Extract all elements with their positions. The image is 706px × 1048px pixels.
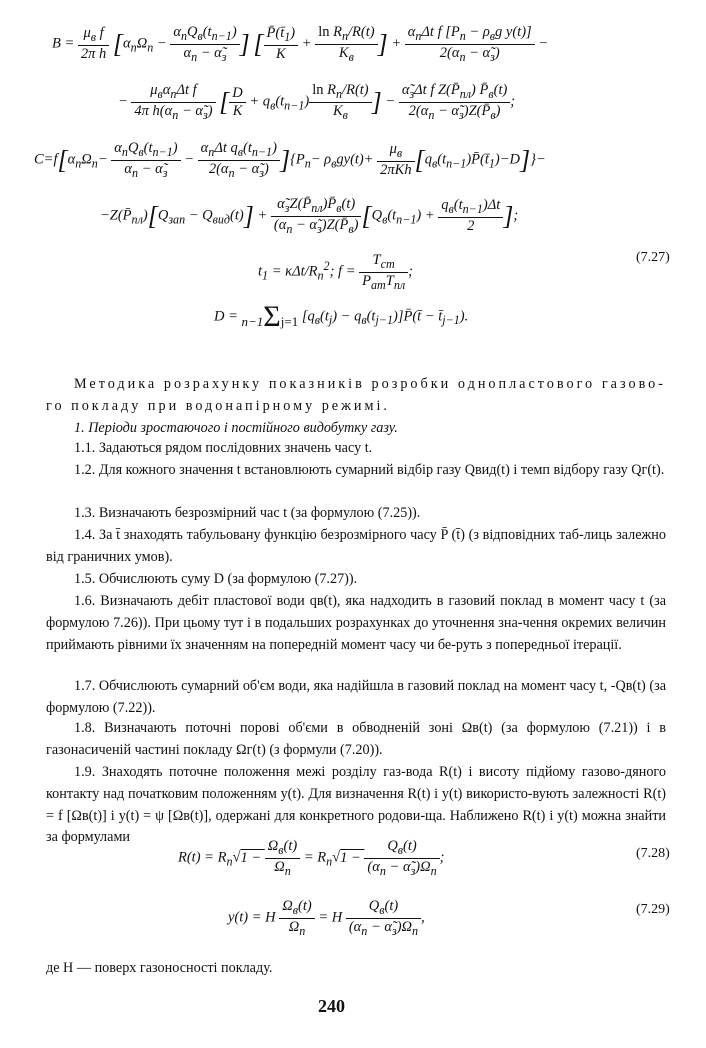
equation-tag-7-27: (7.27) — [636, 250, 670, 265]
where-H-note: де H — поверх газоносності покладу. — [46, 960, 273, 976]
paragraph-1-5: 1.5. Обчислюють суму D (за формулою (7.27)). — [74, 571, 358, 587]
paragraph-1-3: 1.3. Визначають безрозмірний час t (за формулою (7.25)). — [74, 505, 421, 521]
equation-y: y(t) = H $\frac{\Omega_в(t)}{\Omega_п}$ = H $\frac{Q_в(t)}{(\alpha_п - \alphã_з)\Omega_п}$ , — [228, 898, 425, 938]
paragraph-1-1: 1.1. Задаються рядом послідовних значень часу t. — [74, 440, 373, 456]
equation-B-line-1: B = $\frac{\mu_в f}{\text{2π h}}$ [$\alpha_п\Omega_п$ − $\frac{\alpha_пQ_в(t_{п-1})}{\alpha_п - \alphã_з}$ ] [ $\frac{P̄(t̄_1)}{K}$ + $\frac{\ln R_п/R(t)}{K_в}$ ] + $\frac{\alpha_п\Delta t f [P_п - \rho_вg y(t)]}{2(\alpha_п - \alphã_з)}$ − — [52, 24, 549, 64]
paragraph-1-8: 1.8. Визначають поточні порові об'єми в обводненій зоні Ωв(t) (за формулою (7.21)) і в газонасиченій частині покладу Ωг(t) (з формули (7.20)). — [46, 720, 666, 758]
method-heading: Методика розрахунку показників розробки однопластового газово-го покладу при водонапірному режимі. — [46, 376, 666, 414]
equation-B-line-2: − $\frac{\mu_в\alpha_п\Delta t f}{4\pi h(\alpha_п - \alphã_з)}$ [ $\frac{D}{K}$ + $q_в(t_{п-1})$ $\frac{\ln R_п/R(t)}{K_в}$ ] − $\frac{\alphã_з\Delta t f Z(P̄_{пл}) P̄_в(t)}{2(\alpha_п - \alphã_з)Z(P̄_в)}$ ; — [118, 82, 516, 122]
equation-D-sum: D = n−1Σj=1 [$q_в(t_j)$ − $q_в(t_{j-1})]P̄(t̄$ − $t̄_{j-1}$). — [214, 300, 469, 333]
paragraph-1-6: 1.6. Визначають дебіт пластової води qв(t), яка надходить в газовий поклад в момент часу t (за формулою 7.26)). При цьому тут і в подальших розрахунках до уточнення зна-чення окремих величин приймають рівними їх значенням на попередній момент часу чи бе-руть з попередньої ітерації. — [46, 593, 666, 653]
equation-C-line-1: $C=f[\alpha_п\Omega_п-$ $\frac{\alpha_пQ_в(t_{п-1})}{\alpha_п - \alphã_з}$ − $\frac{\alpha_п\Delta t q_в(t_{п-1})}{2(\alpha_п - \alphã_з)}$ ]{$P_п- \rho_вgy(t)+$ $\frac{\mu_в}{\text{2πKh}}$ $[q_в(t_{п-1})P̄(t̄_1)-D]\}-$ — [34, 140, 546, 180]
section-heading: 1. Періоди зростаючого і постійного видобутку газу. — [74, 420, 398, 436]
paragraph-1-2: 1.2. Для кожного значення t встановлюють сумарний відбір газу Qвид(t) і темп відбору газу Qг(t). — [74, 462, 665, 478]
equation-tag-7-28: (7.28) — [636, 846, 670, 861]
equation-t1-f: $t_1 = \kappa\Delta t/R_п^2$; f = $\frac{T_{ст}}{P_{ат}T_{пл}}$ ; — [258, 252, 413, 292]
paragraph-1-7: 1.7. Обчислюють сумарний об'єм води, яка надійшла в газовий поклад на момент часу t, -Qв(t) (за формулою (7.22)). — [46, 678, 666, 716]
page-number: 240 — [318, 996, 345, 1016]
paragraph-1-9: 1.9. Знаходять поточне положення межі розділу газ-вода R(t) і висоту підйому газово-дяного контакту над початковим положенням y(t). Для визначення R(t) і y(t) використо-вують залежності R(t) = f [Ωв(t)] і y(t) = ψ [Ωв(t)], одержані для конкретного родови-ща. Наближено R(t) і y(t) можна знайти за формулами — [46, 764, 666, 846]
paragraph-1-4: 1.4. За t̄ знаходять табульовану функцію безрозмірного часу P̄ (t̄) (з відповідних таб-лиць залежно від граничних умов). — [46, 527, 666, 565]
equation-R: $R(t) = R_п√1$ − $\frac{\Omega_в(t)}{\Omega_п}$ = $R_п√1$ − $\frac{Q_в(t)}{(\alpha_п - \alphã_з)\Omega_п}$ ; — [178, 838, 445, 878]
equation-C-line-2: $-Z(P̄_{пл})[Q_{зап} - Q_{вид}(t)]$ + $\frac{\alphã_зZ(P̄_{пл})P̄_в(t)}{(\alpha_п - \alphã_з)Z(P̄_в)}$ [$Q_в(t_{п-1})$ + $\frac{q_в(t_{п-1})\Delta t}{2}$ ]; — [100, 196, 519, 236]
equation-tag-7-29: (7.29) — [636, 902, 670, 917]
